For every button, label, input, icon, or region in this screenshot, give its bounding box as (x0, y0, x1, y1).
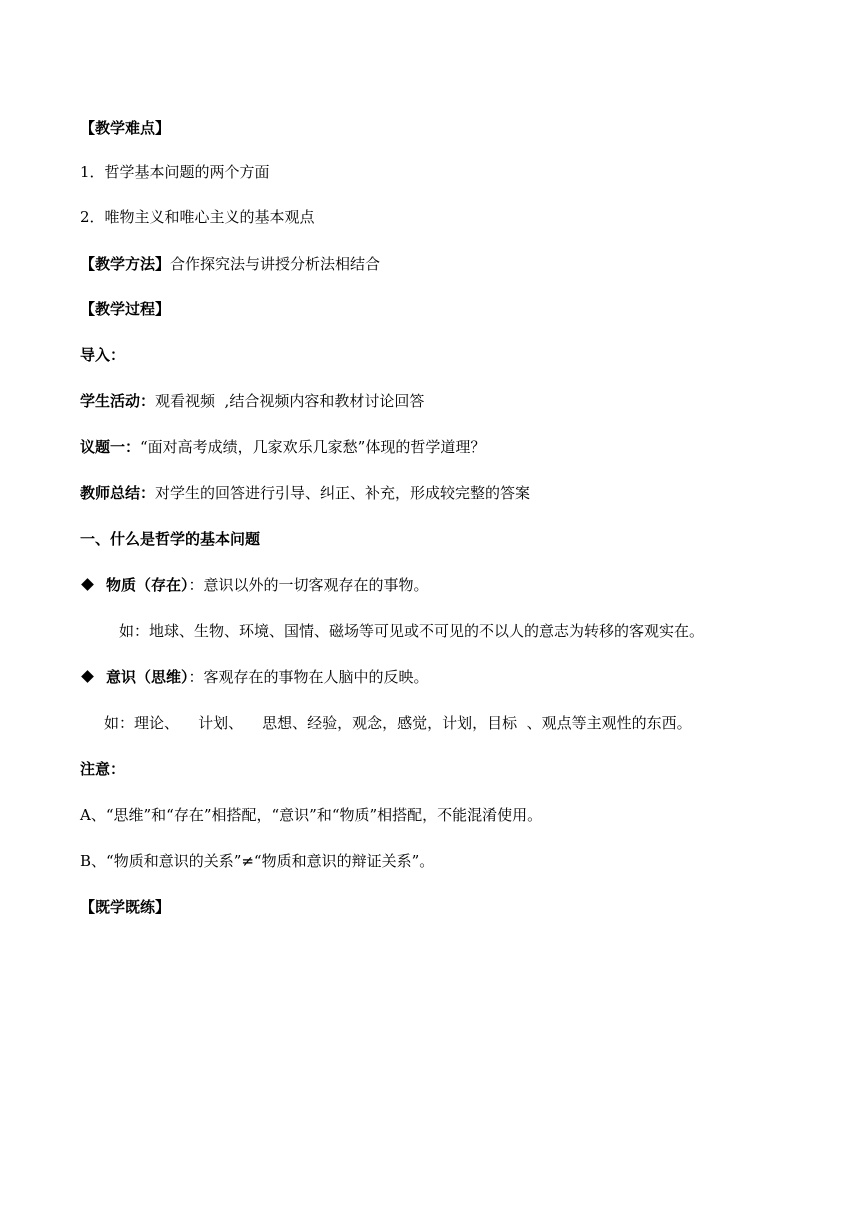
topic-label: 议题一： (80, 438, 141, 456)
method-text: 合作探究法与讲授分析法相结合 (170, 255, 381, 273)
topic-line (80, 436, 485, 458)
matter-label: 物质（存在） (106, 576, 189, 594)
method-line (80, 253, 380, 275)
consciousness-text: ：客观存在的事物在人脑中的反映。 (188, 668, 429, 686)
activity-line (80, 390, 424, 412)
matter-definition (80, 574, 429, 596)
process-heading: 【教学过程】 (80, 300, 171, 318)
diamond-bullet-icon (81, 578, 94, 591)
consciousness-label: 意识（思维） (106, 668, 189, 686)
summary-line (80, 482, 530, 504)
note-b: B、“物质和意识的关系”≠“物质和意识的辩证关系”。 (80, 852, 435, 870)
section1-heading: 一、什么是哲学的基本问题 (80, 530, 261, 548)
matter-text: ：意识以外的一切客观存在的事物。 (188, 576, 429, 594)
topic-text: “面对高考成绩，几家欢乐几家愁”体现的哲学道理？ (140, 438, 486, 456)
difficulty-item-1: 1．哲学基本问题的两个方面 (80, 163, 270, 181)
summary-label: 教师总结： (80, 484, 156, 502)
diamond-bullet-icon (81, 670, 94, 683)
consciousness-definition (80, 666, 429, 688)
consciousness-example: 如：理论、 计划、 思想、经验，观念，感觉，计划，目标 、观点等主观性的东西。 (104, 714, 692, 732)
activity-label: 学生活动： (80, 392, 156, 410)
summary-text: 对学生的回答进行引导、纠正、补充，形成较完整的答案 (155, 484, 531, 502)
difficulty-heading: 【教学难点】 (80, 119, 171, 137)
practice-heading: 【既学既练】 (80, 898, 171, 916)
method-label: 【教学方法】 (80, 255, 171, 273)
difficulty-item-2: 2．唯物主义和唯心主义的基本观点 (80, 208, 315, 226)
note-label: 注意： (80, 760, 126, 778)
note-a: A、“思维”和“存在”相搭配，“意识”和“物质”相搭配，不能混淆使用。 (80, 806, 543, 824)
activity-text: 观看视频 ,结合视频内容和教材讨论回答 (155, 392, 425, 410)
intro-label: 导入： (80, 346, 126, 364)
matter-example: 如：地球、生物、环境、国情、磁场等可见或不可见的不以人的意志为转移的客观实在。 (119, 622, 705, 640)
